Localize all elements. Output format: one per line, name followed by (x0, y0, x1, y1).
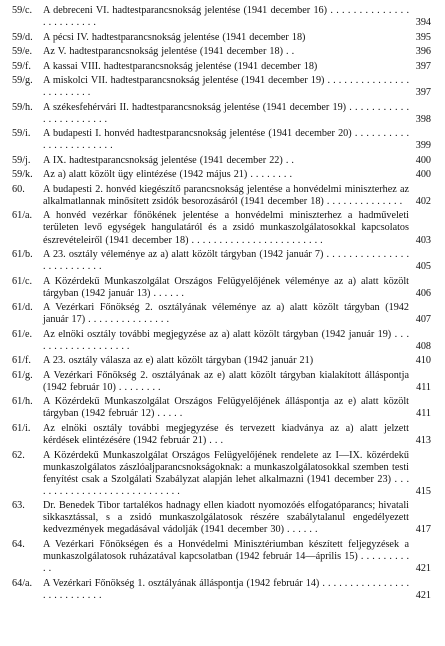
entry-number: 61/b. (12, 248, 33, 260)
toc-entry (12, 370, 431, 394)
entry-number: 59/j. (12, 154, 31, 166)
entry-body (43, 249, 431, 273)
entry-number: 59/i. (12, 128, 31, 140)
entry-number: 59/k. (12, 169, 33, 181)
entry-body (43, 184, 431, 208)
entry-title: A Közérdekű Munkaszolgálat Országos Felügyelőjének rendelete az I—IX. közérdekű munkaszolgálatos zászlóaljparancsnokságoknak: a munkaszolgálatosokkal szemben testi fenyítést csak a Szolgálati Szabályzat alapján lehet alkalmazni (1941 december 23) . . . . . . . . . . . . . . . . . . . . . . . . . . . . (43, 449, 409, 497)
entry-page-number: 403 (415, 234, 431, 246)
entry-title: A honvéd vezérkar főnökének jelentése a honvédelmi miniszterhez a hadműveleti területen levő egységek hangulatáról és a zsidó munkaszolgálatosokkal kapcsolatos észrevételeiről (1941 december 18) . . . . . . . . . . . . . . . . . . . . . . . . (43, 210, 409, 246)
entry-page-number: 407 (415, 314, 431, 326)
entry-body (43, 302, 431, 326)
entry-body (43, 578, 431, 602)
entry-body (43, 539, 431, 575)
entry-page-number: 405 (415, 261, 431, 273)
entry-body (43, 210, 431, 246)
toc-entry (12, 396, 431, 420)
entry-body (43, 450, 431, 498)
entry-page-number: 421 (415, 563, 431, 575)
entry-page-number: 413 (415, 435, 431, 447)
entry-number: 61/g. (12, 369, 33, 381)
entry-title: A Vezérkari Főnökség 1. osztályának álláspontja (1942 február 14) . . . . . . . . . . . . . . . . . . . . . . . . . . . (43, 577, 409, 601)
entry-body (43, 5, 431, 29)
entry-title: A Vezérkari Főnökség 2. osztályának az e) alatt közölt tárgyban kialakított álláspontja (1942 február 10) . . . . . . . . (43, 369, 409, 393)
toc-entry (12, 155, 431, 167)
toc-entry (12, 210, 431, 246)
entry-title: A Vezérkari Főnökségen és a Honvédelmi Minisztériumban készített feljegyzések a munkaszolgálatosok ruházatával kapcsolatban (1942 február 14—április 15) . . . . . . . . . . . (43, 538, 409, 575)
entry-body (43, 46, 431, 58)
toc-entry (12, 500, 431, 536)
entry-body (43, 61, 431, 73)
toc-entry (12, 450, 431, 498)
entry-title: A Közérdekű Munkaszolgálat Országos Felügyelőjének álláspontja az e) alatt közölt tárgyban (1942 február 12) . . . . . (43, 396, 409, 420)
entry-page-number: 399 (415, 140, 431, 152)
toc-entry (12, 355, 431, 367)
entry-title: Az a) alatt közölt ügy elintézése (1942 május 21) . . . . . . . . (43, 169, 293, 181)
entry-number: 64. (12, 538, 25, 550)
entry-page-number: 400 (415, 169, 431, 181)
toc-entry (12, 423, 431, 447)
entry-page-number: 417 (415, 524, 431, 536)
entry-number: 59/h. (12, 101, 33, 113)
entry-body (43, 102, 431, 126)
entry-page-number: 394 (415, 17, 431, 29)
entry-title: A budapesti I. honvéd hadtestparancsnokság jelentése (1941 december 20) . . . . . . . . . . . . . . . . . . . . . . . (43, 128, 409, 152)
entry-number: 62. (12, 449, 25, 461)
toc-entry (12, 539, 431, 575)
entry-title: A pécsi IV. hadtestparancsnokság jelentése (1941 december 18) (43, 31, 306, 43)
entry-title: Az elnöki osztály további megjegyzése az a) alatt közölt tárgyban (1942 január 19) . . . . . . . . . . . . . . . . . . . (43, 328, 409, 352)
entry-number: 59/f. (12, 60, 31, 72)
entry-title: Dr. Benedek Tibor tartalékos hadnagy ellen kiadott nyomozóés elfogatóparancs; hivatali sikkasztással, s a zsidó munkaszolgálatosok részére szabálytalanul engedélyezett kedvezmények megadásával vádolják (1941 december 30) . . . . . . (43, 500, 409, 536)
entry-number: 61/f. (12, 355, 31, 367)
entry-page-number: 406 (415, 287, 431, 299)
toc-entry (12, 249, 431, 273)
toc-entry (12, 46, 431, 58)
entry-body (43, 329, 431, 353)
entry-title: A 23. osztály válasza az e) alatt közölt tárgyban (1942 január 21) (43, 355, 314, 367)
entry-number: 59/d. (12, 31, 33, 43)
entry-number: 64/a. (12, 577, 33, 589)
entry-page-number: 397 (415, 60, 431, 72)
entry-number: 63. (12, 500, 25, 512)
entry-page-number: 396 (415, 46, 431, 58)
toc-entry (12, 128, 431, 152)
entry-body (43, 423, 431, 447)
entry-body (43, 396, 431, 420)
entry-body (43, 155, 431, 167)
entry-page-number: 421 (415, 589, 431, 601)
entry-page-number: 402 (415, 195, 431, 207)
toc-entry (12, 329, 431, 353)
toc-entry (12, 302, 431, 326)
entry-number: 61/d. (12, 302, 33, 314)
entry-page-number: 398 (415, 113, 431, 125)
entry-body (43, 128, 431, 152)
entry-title: A budapesti 2. honvéd kiegészítő parancsnokság jelentése a honvédelmi miniszterhez az alkalmatlannak minősített zsidók besorozásáról (1941 december 18) . . . . . . . . . . . . . . (43, 183, 409, 207)
toc-entry (12, 578, 431, 602)
entry-page-number: 411 (416, 381, 431, 393)
entry-title: A Közérdekű Munkaszolgálat Országos Felügyelőjének véleménye az a) alatt közölt tárgyban (1942 január 13) . . . . . . (43, 275, 409, 299)
entry-title: Az V. hadtestparancsnokság jelentése (1941 december 18) . . (43, 46, 295, 58)
toc-entry (12, 276, 431, 300)
entry-body (43, 75, 431, 99)
entry-title: A Vezérkari Főnökség 2. osztályának véleménye az a) alatt közölt tárgyban (1942 január 17) . . . . . . . . . . . . . . . (43, 302, 409, 326)
entry-page-number: 400 (415, 154, 431, 166)
entry-title: A székesfehérvári II. hadtestparancsnokság jelentése (1941 december 19) . . . . . . . . . . . . . . . . . . . . . . . (43, 101, 409, 125)
entry-page-number: 415 (415, 485, 431, 497)
entry-number: 61/e. (12, 328, 33, 340)
entry-body (43, 276, 431, 300)
entry-number: 60. (12, 183, 25, 195)
toc-entry (12, 75, 431, 99)
entry-number: 61/i. (12, 422, 31, 434)
entry-number: 59/c. (12, 5, 33, 16)
toc-entry (12, 32, 431, 44)
toc-entry (12, 5, 431, 29)
entry-number: 61/a. (12, 210, 33, 222)
entry-title: A kassai VIII. hadtestparancsnokság jelentése (1941 december 18) (43, 60, 318, 72)
entry-number: 61/h. (12, 396, 33, 408)
entry-body (43, 370, 431, 394)
entry-page-number: 408 (415, 340, 431, 352)
entry-title: Az elnöki osztály további megjegyzése és tervezett kiadványa az a) alatt jelzett kérdések elintézésére (1942 február 21) . . . (43, 422, 409, 447)
entry-title: A debreceni VI. hadtestparancsnokság jelentése (1941 december 16) . . . . . . . . . . . . . . . . . . . . . . . . (43, 5, 409, 29)
entry-title: A 23. osztály véleménye az a) alatt közölt tárgyban (1942 január 7) . . . . . . . . . . . . . . . . . . . . . . . . . . (43, 248, 409, 273)
entry-page-number: 395 (415, 31, 431, 43)
entry-number: 59/e. (12, 46, 33, 58)
entry-page-number: 397 (415, 87, 431, 99)
entry-number: 61/c. (12, 275, 33, 287)
entry-page-number: 411 (416, 408, 431, 420)
entry-title: A IX. hadtestparancsnokság jelentése (1941 december 22) . . (43, 154, 294, 166)
toc-entry (12, 169, 431, 181)
toc-entry (12, 61, 431, 73)
entry-title: A miskolci VII. hadtestparancsnokság jelentése (1941 december 19) . . . . . . . . . . . . . . . . . . . . . . . . (43, 75, 409, 99)
entry-number: 59/g. (12, 75, 33, 87)
entry-body (43, 169, 431, 181)
entry-page-number: 410 (415, 355, 431, 367)
toc-entry (12, 102, 431, 126)
entry-body (43, 500, 431, 536)
entry-body (43, 355, 431, 367)
entry-body (43, 32, 431, 44)
toc-entry (12, 184, 431, 208)
